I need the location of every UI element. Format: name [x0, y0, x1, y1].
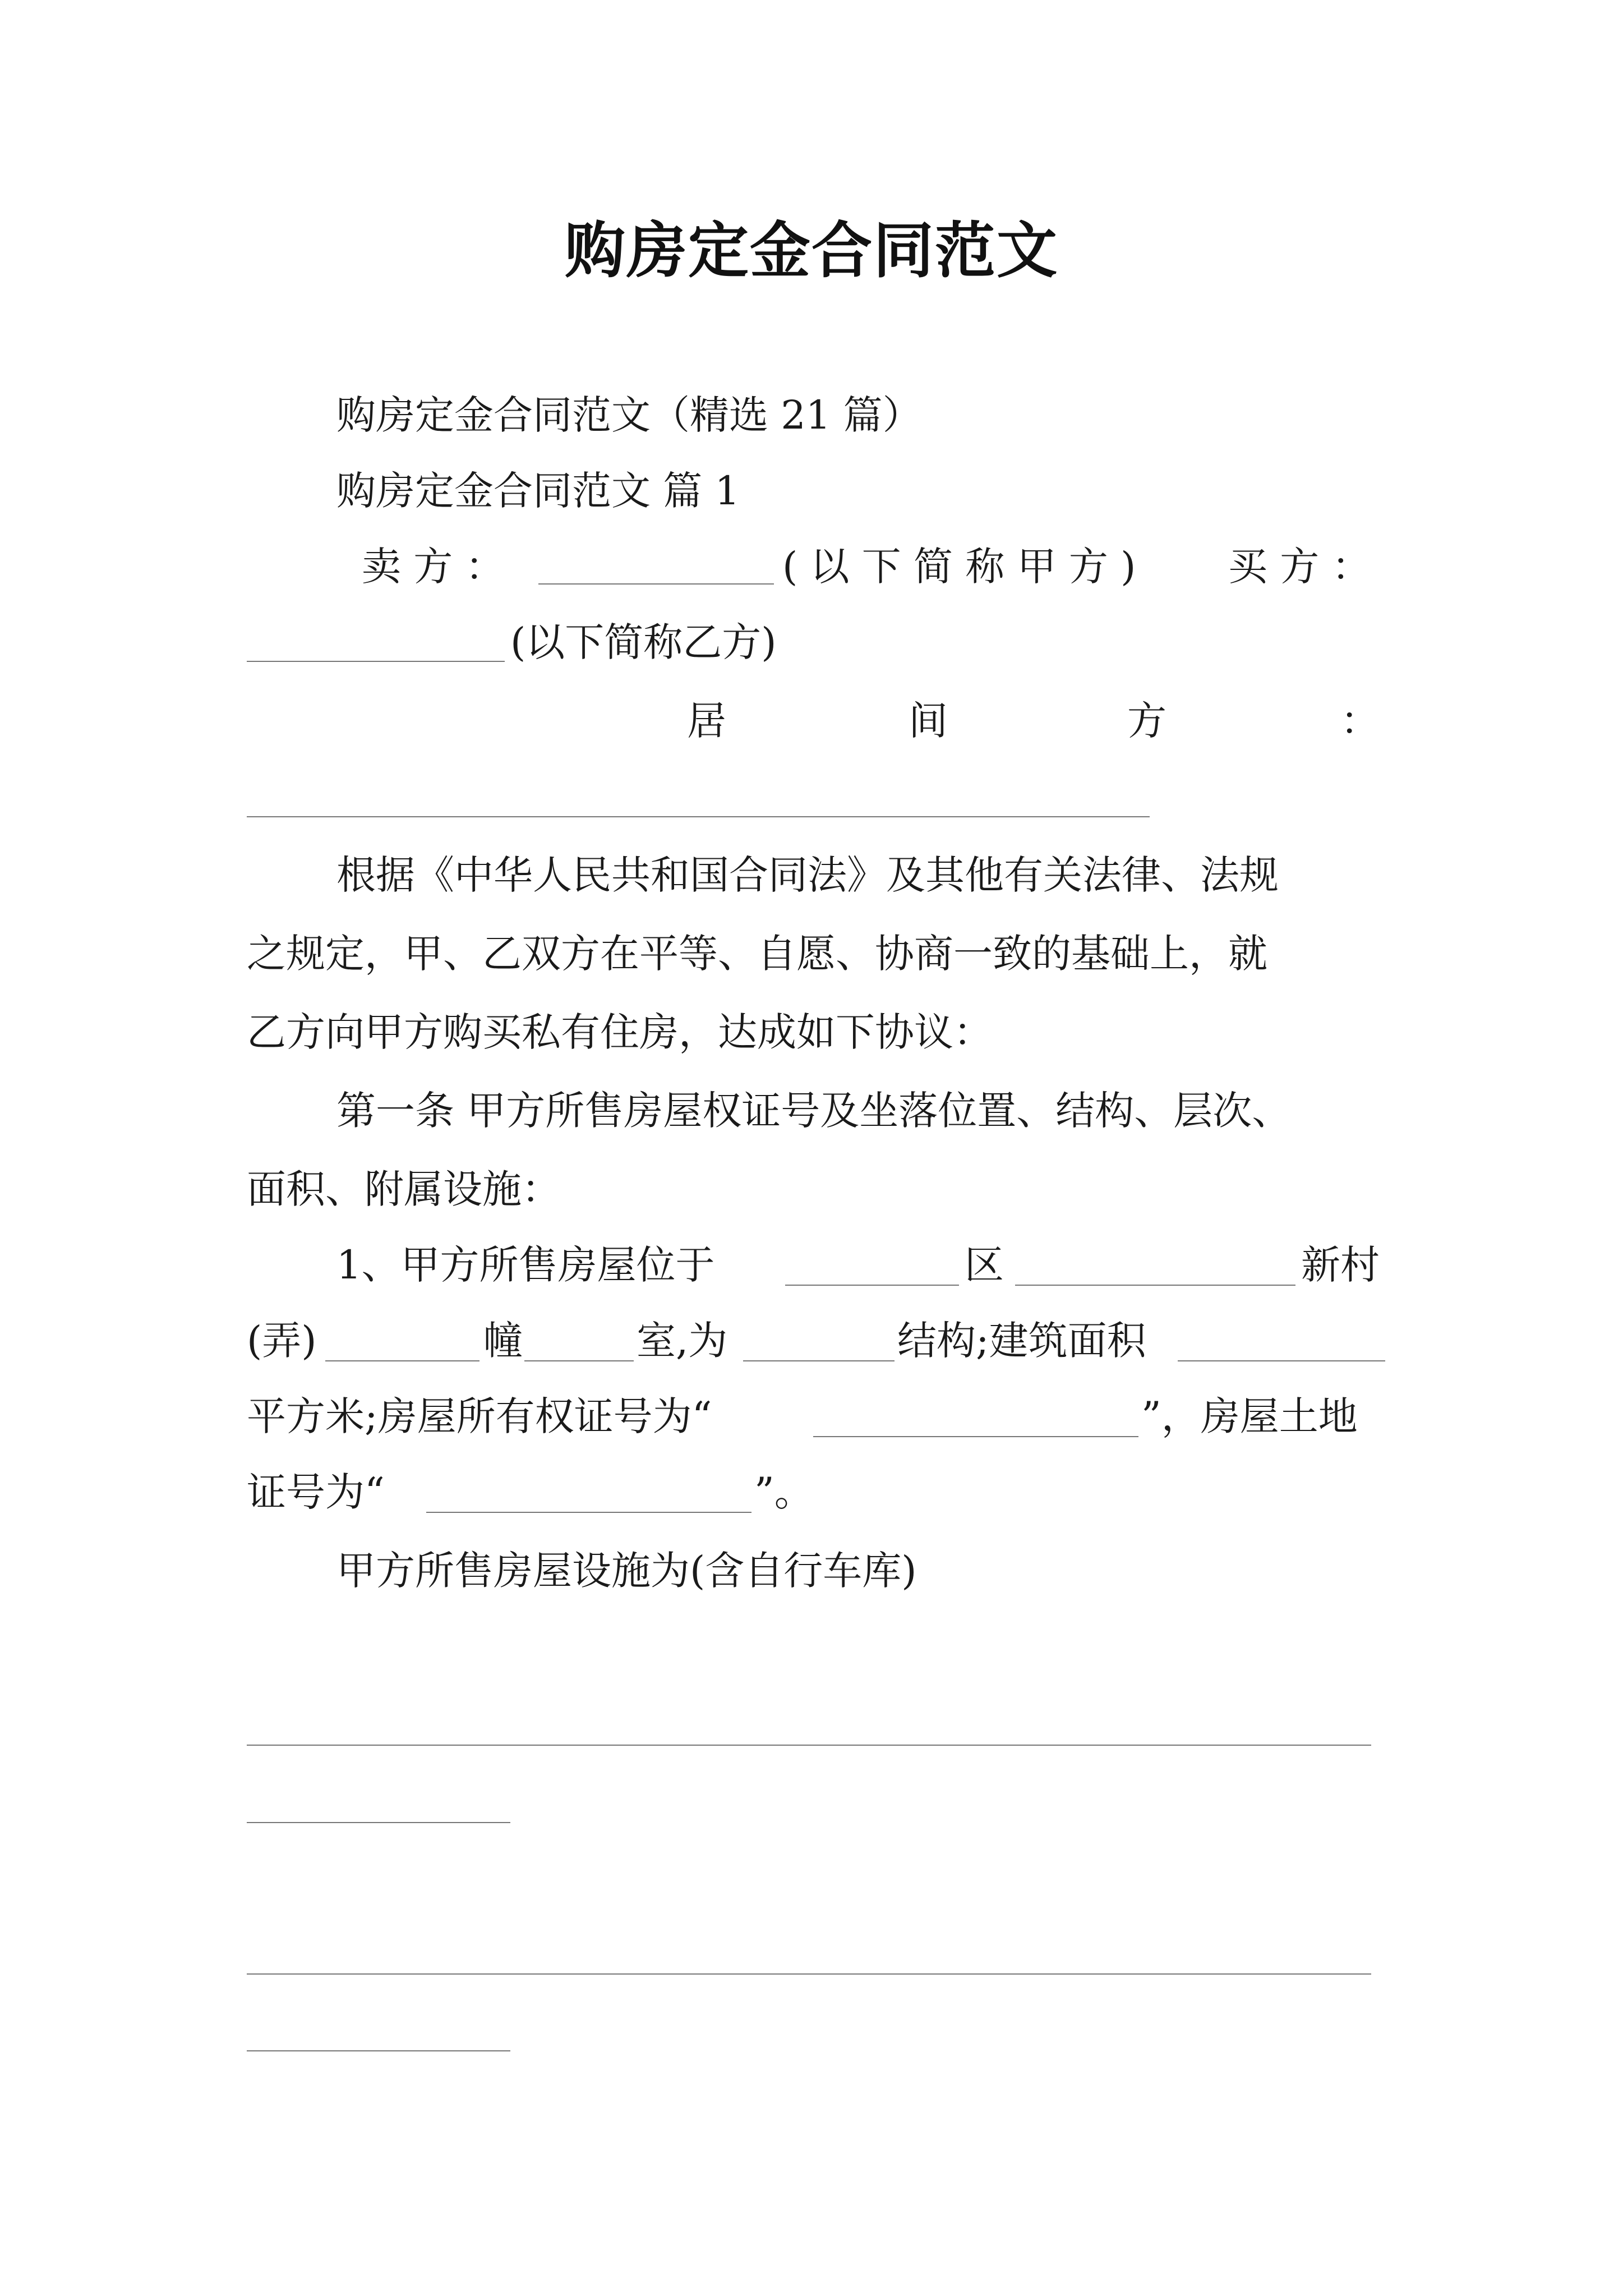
- buyer-name-blank: [247, 661, 505, 662]
- certificate-label: 平方米;房屋所有权证号为“: [247, 1393, 712, 1439]
- buyer-suffix: (以下简称乙方): [510, 619, 777, 665]
- land-cert-label: 证号为“: [247, 1469, 385, 1515]
- seller-name-blank: [538, 583, 774, 585]
- lane-blank: [325, 1360, 479, 1361]
- land-certificate-label: ”，房屋土地: [1141, 1393, 1358, 1439]
- buyer-label: 买 方 ：: [1228, 544, 1371, 590]
- article-heading: 购房定金合同范文 篇 1: [336, 468, 740, 514]
- collection-heading: 购房定金合同范文（精选 21 篇）: [336, 392, 922, 438]
- lane-label: (弄): [247, 1318, 317, 1364]
- body-paragraph-line: 乙方向甲方购买私有住房，达成如下协议：: [247, 1009, 993, 1055]
- district-blank: [785, 1285, 959, 1286]
- seller-suffix: ( 以 下 简 称 甲 方 ): [782, 544, 1136, 590]
- facilities-blank: [247, 1973, 1371, 1975]
- certificate-blank: [813, 1436, 1138, 1437]
- body-paragraph-line: 根据《中华人民共和国合同法》及其他有关法律、法规: [336, 852, 1279, 898]
- seller-label: 卖 方 ：: [362, 544, 505, 590]
- village-label: 新村: [1301, 1242, 1380, 1288]
- room-label: 室,为: [637, 1318, 728, 1364]
- broker-char-3: 方: [1127, 698, 1166, 744]
- building-blank: [524, 1360, 634, 1361]
- land-cert-close: ”。: [754, 1469, 814, 1515]
- body-paragraph-line: 之规定，甲、乙双方在平等、自愿、协商一致的基础上，就: [247, 931, 1267, 977]
- item-location-label: 1、甲方所售房屋位于: [336, 1242, 715, 1288]
- area-label: 结构;建筑面积: [897, 1318, 1146, 1364]
- broker-char-2: 间: [909, 698, 948, 744]
- land-certificate-blank: [426, 1512, 751, 1513]
- facilities-blank: [247, 1745, 1371, 1746]
- page-title: 购房定金合同范文: [564, 215, 1058, 286]
- facilities-label: 甲方所售房屋设施为(含自行车库): [336, 1548, 917, 1594]
- area-blank: [1178, 1360, 1385, 1361]
- structure-blank: [743, 1360, 895, 1361]
- facilities-blank: [247, 1822, 510, 1823]
- building-label: 幢: [483, 1318, 523, 1364]
- village-blank: [1015, 1285, 1295, 1286]
- article-one-heading-cont: 面积、附属设施：: [247, 1166, 561, 1212]
- broker-char-4: ：: [1340, 698, 1380, 744]
- facilities-blank: [247, 2050, 510, 2051]
- district-label: 区: [965, 1242, 1004, 1288]
- broker-char-1: 居: [687, 698, 726, 744]
- article-one-heading: 第一条 甲方所售房屋权证号及坐落位置、结构、层次、: [336, 1088, 1292, 1134]
- broker-name-blank: [247, 816, 1150, 817]
